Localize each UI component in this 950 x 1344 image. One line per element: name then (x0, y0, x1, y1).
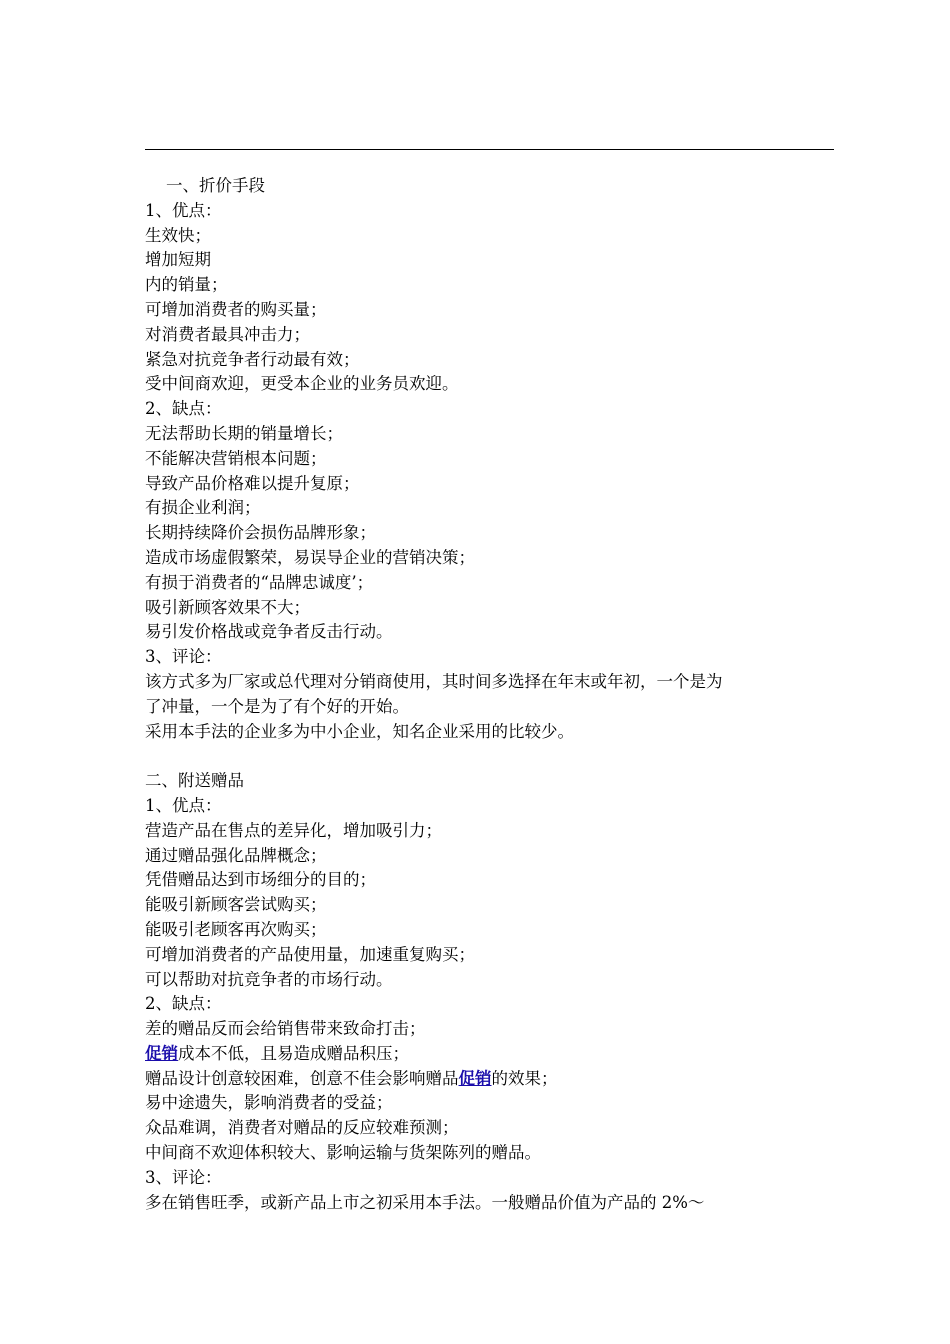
section1-pro-item: 受中间商欢迎，更受本企业的业务员欢迎。 (145, 374, 459, 394)
section1-con-item: 造成市场虚假繁荣，易误导企业的营销决策； (145, 547, 475, 567)
section2-pro-item: 通过赠品强化品牌概念； (145, 845, 327, 865)
section1-pro-item: 紧急对抗竞争者行动最有效； (145, 349, 360, 369)
section1-con-item: 易引发价格战或竞争者反击行动。 (145, 622, 393, 642)
section2-pro-item: 能吸引老顾客再次购买； (145, 919, 327, 939)
section2-pro-item: 可以帮助对抗竞争者的市场行动。 (145, 969, 393, 989)
section2-pros-heading: 1、优点： (145, 795, 222, 815)
section1-cons-heading: 2、缺点： (145, 399, 222, 419)
section1-comment-line: 采用本手法的企业多为中小企业，知名企业采用的比较少。 (145, 721, 574, 741)
section2-con-item (145, 1042, 825, 1067)
section2-con-item: 差的赠品反而会给销售带来致命打击； (145, 1019, 426, 1039)
promotion-link[interactable]: 促销 (145, 1043, 178, 1063)
section2-pro-item: 凭借赠品达到市场细分的目的； (145, 870, 376, 890)
section2-cons-heading: 2、缺点： (145, 994, 222, 1014)
section2-pro-item: 可增加消费者的产品使用量，加速重复购买； (145, 944, 475, 964)
section1-con-item: 不能解决营销根本问题； (145, 448, 327, 468)
section2-comment-heading: 3、评论： (145, 1167, 222, 1187)
section2-con-item: 中间商不欢迎体积较大、影响运输与货架陈列的赠品。 (145, 1143, 541, 1163)
section2-con-item (145, 1067, 825, 1092)
section1-heading: 一、折价手段 (166, 176, 265, 195)
section1-con-item: 吸引新顾客效果不大； (145, 597, 310, 617)
promotion-link[interactable]: 促销 (458, 1068, 492, 1088)
section1-con-item: 有损于消费者的“品牌忠诚度’； (145, 572, 374, 592)
section2-con-item: 易中途遗失，影响消费者的受益； (145, 1093, 393, 1113)
section2-pro-item: 营造产品在售点的差异化，增加吸引力； (145, 820, 442, 840)
section1-pros-heading: 1、优点： (145, 200, 222, 220)
section-spacer (145, 744, 825, 769)
section1-pro-item: 生效快； (145, 225, 211, 245)
section2-con-item: 众品难调，消费者对赠品的反应较难预测； (145, 1118, 459, 1138)
section1-pro-item: 内的销量； (145, 275, 228, 295)
section2-heading: 二、附送赠品 (145, 771, 244, 791)
section1-pro-item: 增加短期 (145, 250, 211, 270)
section1-comment-line: 了冲量，一个是为了有个好的开始。 (145, 696, 409, 716)
section1-comment-heading: 3、评论： (145, 647, 222, 667)
con-item-text: 成本不低，且易造成赠品积压； (178, 1043, 409, 1063)
con-item-text: 赠品设计创意较困难，创意不佳会影响赠品 (145, 1068, 459, 1088)
section1-con-item: 有损企业利润； (145, 498, 261, 518)
header-rule (145, 149, 834, 150)
document-body (145, 174, 825, 1215)
section1-pro-item: 对消费者最具冲击力； (145, 324, 310, 344)
section1-pro-item: 可增加消费者的购买量； (145, 299, 327, 319)
section2-comment-line: 多在销售旺季，或新产品上市之初采用本手法。一般赠品价值为产品的 2%～ (145, 1192, 705, 1212)
section1-con-item: 无法帮助长期的销量增长； (145, 423, 343, 443)
section1-comment-line: 该方式多为厂家或总代理对分销商使用，其时间多选择在年末或年初，一个是为 (145, 671, 723, 691)
con-item-text: 的效果； (491, 1068, 558, 1088)
section1-con-item: 导致产品价格难以提升复原； (145, 473, 360, 493)
section1-con-item: 长期持续降价会损伤品牌形象； (145, 523, 376, 543)
section2-pro-item: 能吸引新顾客尝试购买； (145, 895, 327, 915)
